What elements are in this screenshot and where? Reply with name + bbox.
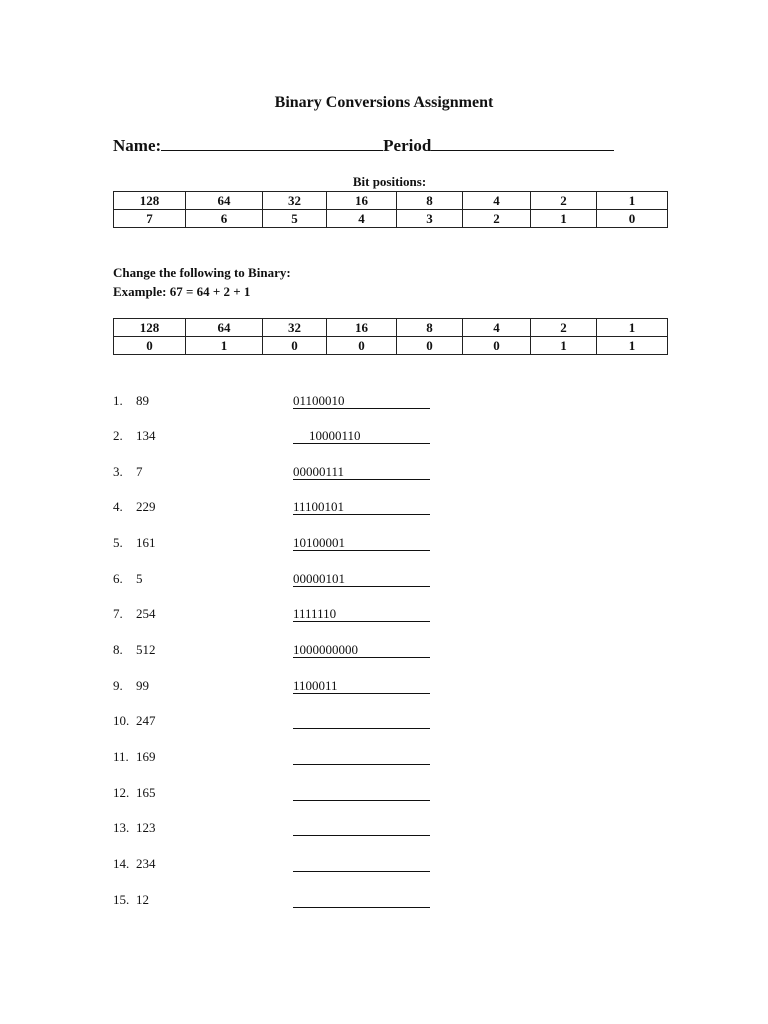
page-title: Binary Conversions Assignment [274, 94, 494, 111]
bit-value-cell: 2 [531, 192, 597, 210]
answer-field[interactable]: 1000000000 [293, 642, 430, 658]
bit-positions-caption: Bit positions: [352, 174, 427, 189]
question-number: 15. [113, 892, 130, 907]
question-number: 4. [113, 499, 123, 514]
period-label: Period [383, 136, 432, 155]
answer-field[interactable] [293, 785, 430, 801]
example-value-cell: 4 [463, 319, 531, 337]
bit-position-cell: 7 [114, 210, 186, 228]
question-value: 7 [136, 464, 143, 479]
question-value: 161 [136, 535, 156, 550]
bit-value-cell: 4 [463, 192, 531, 210]
example-bit-cell: 1 [597, 337, 668, 355]
example-value-cell: 1 [597, 319, 668, 337]
example-value-row [114, 319, 668, 337]
question-item [113, 785, 156, 801]
name-field[interactable] [161, 135, 383, 151]
example-value-cell: 64 [186, 319, 263, 337]
bit-value-cell: 1 [597, 192, 668, 210]
answer-field[interactable] [293, 820, 430, 836]
question-number: 13. [113, 820, 130, 835]
question-item [113, 393, 149, 409]
question-item [113, 713, 156, 729]
answer-field[interactable]: 1100011 [293, 678, 430, 694]
question-number: 12. [113, 785, 130, 800]
question-number: 10. [113, 713, 130, 728]
answer-field[interactable]: 00000101 [293, 571, 430, 587]
bit-positions-table [113, 191, 668, 228]
question-value: 234 [136, 856, 156, 871]
question-item [113, 535, 156, 551]
example-bit-row [114, 337, 668, 355]
example-table [113, 318, 668, 355]
bit-value-row [114, 192, 668, 210]
question-value: 169 [136, 749, 156, 764]
question-item [113, 499, 156, 515]
bit-position-cell: 3 [397, 210, 463, 228]
question-item [113, 820, 156, 836]
question-item [113, 856, 156, 872]
answer-field[interactable]: 1111110 [293, 606, 430, 622]
bit-position-cell: 1 [531, 210, 597, 228]
question-value: 512 [136, 642, 156, 657]
question-number: 8. [113, 642, 123, 657]
answer-field[interactable]: 11100101 [293, 499, 430, 515]
example-bit-cell: 1 [531, 337, 597, 355]
question-value: 247 [136, 713, 156, 728]
bit-position-cell: 5 [263, 210, 327, 228]
example-text: Example: 67 = 64 + 2 + 1 [113, 284, 251, 299]
question-value: 229 [136, 499, 156, 514]
bit-value-cell: 64 [186, 192, 263, 210]
example-value-cell: 16 [327, 319, 397, 337]
bit-value-cell: 32 [263, 192, 327, 210]
answer-field[interactable]: 10100001 [293, 535, 430, 551]
example-bit-cell: 0 [397, 337, 463, 355]
question-item [113, 892, 149, 908]
question-number: 5. [113, 535, 123, 550]
question-number: 9. [113, 678, 123, 693]
answer-field[interactable] [293, 713, 430, 729]
bit-position-cell: 6 [186, 210, 263, 228]
example-value-cell: 32 [263, 319, 327, 337]
question-item [113, 571, 143, 587]
example-bit-cell: 0 [463, 337, 531, 355]
example-value-cell: 2 [531, 319, 597, 337]
question-value: 12 [136, 892, 149, 907]
bit-position-cell: 4 [327, 210, 397, 228]
example-bit-cell: 1 [186, 337, 263, 355]
question-number: 11. [113, 749, 129, 764]
bit-position-cell: 0 [597, 210, 668, 228]
question-item [113, 606, 156, 622]
name-period-line [113, 135, 614, 156]
question-value: 165 [136, 785, 156, 800]
question-value: 254 [136, 606, 156, 621]
example-bit-cell: 0 [263, 337, 327, 355]
bit-position-row [114, 210, 668, 228]
question-value: 89 [136, 393, 149, 408]
question-number: 1. [113, 393, 123, 408]
question-item [113, 428, 156, 444]
answer-field[interactable] [293, 749, 430, 765]
question-number: 6. [113, 571, 123, 586]
question-item [113, 642, 156, 658]
bit-value-cell: 8 [397, 192, 463, 210]
question-value: 134 [136, 428, 156, 443]
example-bit-cell: 0 [114, 337, 186, 355]
answer-field[interactable] [293, 892, 430, 908]
answer-field[interactable]: 10000110 [293, 428, 430, 444]
bit-position-cell: 2 [463, 210, 531, 228]
question-item [113, 678, 149, 694]
bit-value-cell: 128 [114, 192, 186, 210]
answer-field[interactable]: 00000111 [293, 464, 430, 480]
question-item [113, 464, 143, 480]
question-value: 99 [136, 678, 149, 693]
example-value-cell: 8 [397, 319, 463, 337]
period-field[interactable] [431, 135, 614, 151]
question-number: 7. [113, 606, 123, 621]
name-label: Name: [113, 136, 162, 155]
instruction-text: Change the following to Binary: [113, 265, 291, 280]
question-value: 5 [136, 571, 143, 586]
bit-value-cell: 16 [327, 192, 397, 210]
question-value: 123 [136, 820, 156, 835]
question-number: 14. [113, 856, 130, 871]
answer-field[interactable]: 01100010 [293, 393, 430, 409]
example-value-cell: 128 [114, 319, 186, 337]
question-item [113, 749, 156, 765]
question-number: 2. [113, 428, 123, 443]
question-number: 3. [113, 464, 123, 479]
example-bit-cell: 0 [327, 337, 397, 355]
answer-field[interactable] [293, 856, 430, 872]
